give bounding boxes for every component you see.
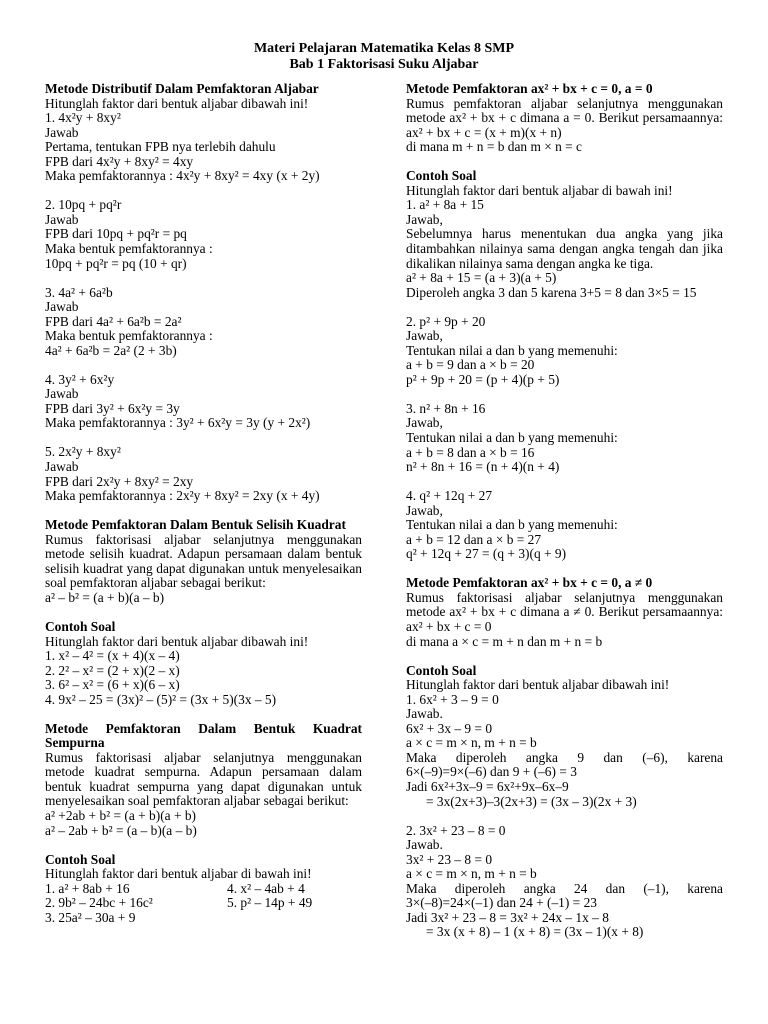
line: Maka bentuk pemfaktorannya : xyxy=(45,328,213,344)
example-1 xyxy=(45,111,362,184)
section-title-distributif: Metode Distributif Dalam Pemfaktoran Aljabar xyxy=(45,81,319,96)
page-subtitle: Bab 1 Faktorisasi Suku Aljabar xyxy=(289,57,479,72)
contoh-soal-title: Contoh Soal xyxy=(45,618,116,634)
line: 5. 2x²y + 8xy² xyxy=(45,444,121,460)
line: 3. 4a² + 6a²b xyxy=(45,284,113,300)
page-title: Materi Pelajaran Matematika Kelas 8 SMP xyxy=(253,41,515,56)
line: = 3x(2x+3)–3(2x+3) = (3x – 3)(2x + 3) xyxy=(426,793,637,809)
list-item: 4. x² – 4ab + 4 xyxy=(227,880,305,896)
line: Jawab. xyxy=(406,706,443,722)
section-title-kuadrat-sempurna: Metode Pemfaktoran Dalam Bentuk Kuadrat Sempurna xyxy=(45,720,362,751)
line: a + b = 9 dan a × b = 20 xyxy=(406,357,535,373)
line: 4. q² + 12q + 27 xyxy=(406,488,493,504)
line: n² + 8n + 16 = (n + 4)(n + 4) xyxy=(406,459,560,475)
line: Diperoleh angka 3 dan 5 karena 3+5 = 8 dan 3×5 = 15 xyxy=(406,284,697,300)
instruction: Hitunglah faktor dari bentuk aljabar dibawah ini! xyxy=(45,95,309,111)
list-item: 5. p² – 14p + 49 xyxy=(227,895,313,911)
line: q² + 12q + 27 = (q + 3)(q + 9) xyxy=(406,546,567,562)
section-title-ax2-aneq0: Metode Pemfaktoran ax² + bx + c = 0, a ≠ 0 xyxy=(406,575,653,591)
paragraph: Rumus faktorisasi aljabar selanjutnya menggunakan metode kuadrat sempurna. Adapun persamaan dalam bentuk kuadrat sempurna yang dapat digunakan untuk menyelesaikan soal pemfaktoran aljabar sebagai berikut: xyxy=(45,749,362,809)
line: 3×(–8)=24×(–1) dan 24 + (–1) = 23 xyxy=(406,895,597,911)
instruction: Hitunglah faktor dari bentuk aljabar dibawah ini! xyxy=(406,677,670,693)
list-row xyxy=(45,896,362,911)
list-row xyxy=(45,882,362,897)
instruction: Hitunglah faktor dari bentuk aljabar di bawah ini! xyxy=(45,866,312,882)
formula: a² – b² = (a + b)(a – b) xyxy=(45,589,165,605)
instruction: Hitunglah faktor dari bentuk aljabar di bawah ini! xyxy=(406,182,673,198)
line: Maka pemfaktorannya : 3y² + 6x²y = 3y (y + 2x²) xyxy=(45,415,311,431)
contoh-soal-title: Contoh Soal xyxy=(45,851,116,867)
list-item: 3. 25a² – 30a + 9 xyxy=(45,909,136,925)
line: a × c = m × n, m + n = b xyxy=(406,735,537,751)
list-item: 2. 2² – x² = (2 + x)(2 – x) xyxy=(45,662,180,678)
right-column xyxy=(406,82,723,940)
section-title-ax2-a0: Metode Pemfaktoran ax² + bx + c = 0, a = 0 xyxy=(406,81,653,96)
line: Pertama, tentukan FPB nya terlebih dahulu xyxy=(45,139,276,155)
line: Jawab, xyxy=(406,415,443,431)
line: = 3x (x + 8) – 1 (x + 8) = (3x – 1)(x + 8) xyxy=(426,924,644,940)
list-item: 1. a² + 8ab + 16 xyxy=(45,880,130,896)
line: 6×(–9)=9×(–6) dan 9 + (–6) = 3 xyxy=(406,764,577,780)
contoh-soal-title: Contoh Soal xyxy=(406,168,477,184)
line: Jawab xyxy=(45,211,79,227)
line: Maka diperoleh angka 24 dan (–1), karena xyxy=(406,880,723,896)
line: 3x² + 23 – 8 = 0 xyxy=(406,851,493,867)
example-4 xyxy=(45,373,362,431)
paragraph: Rumus faktorisasi aljabar selanjutnya menggunakan metode ax² + bx + c dimana a ≠ 0. Berikut persamaannya: ax² + bx + c = 0 xyxy=(406,589,723,634)
line: FPB dari 2x²y + 8xy² = 2xy xyxy=(45,473,194,489)
line: FPB dari 3y² + 6x²y = 3y xyxy=(45,400,180,416)
line: Tentukan nilai a dan b yang memenuhi: xyxy=(406,429,618,445)
formula: a² +2ab + b² = (a + b)(a + b) xyxy=(45,808,197,824)
list-item: 3. 6² – x² = (6 + x)(6 – x) xyxy=(45,677,180,693)
list-item: 4. 9x² – 25 = (3x)² – (5)² = (3x + 5)(3x – 5) xyxy=(45,691,277,707)
line: 2. p² + 9p + 20 xyxy=(406,313,486,329)
line: 4. 3y² + 6x²y xyxy=(45,371,115,387)
paragraph: Rumus faktorisasi aljabar selanjutnya menggunakan metode selisih kuadrat. Adapun persamaan dalam bentuk selisih kuadrat yang dapat digunakan untuk menyelesaikan soal pemfaktoran aljabar sebagai berikut: xyxy=(45,531,362,591)
line: a + b = 12 dan a × b = 27 xyxy=(406,531,542,547)
line: Jawab, xyxy=(406,502,443,518)
left-column xyxy=(45,82,362,925)
line: Tentukan nilai a dan b yang memenuhi: xyxy=(406,517,618,533)
contoh-soal-title: Contoh Soal xyxy=(406,662,477,678)
line: Jawab xyxy=(45,459,79,475)
line: 1. 6x² + 3 – 9 = 0 xyxy=(406,691,499,707)
paragraph: Sebelumnya harus menentukan dua angka yang jika ditambahkan nilainya sama dengan angka tengah dan jika dikalikan nilainya sama dengan angka ke tiga. xyxy=(406,226,723,271)
line: Jadi 3x² + 23 – 8 = 3x² + 24x – 1x – 8 xyxy=(406,909,609,925)
instruction: Hitunglah faktor dari bentuk aljabar dibawah ini! xyxy=(45,633,309,649)
line: p² + 9p + 20 = (p + 4)(p + 5) xyxy=(406,371,560,387)
line: 2. 3x² + 23 – 8 = 0 xyxy=(406,822,506,838)
line: FPB dari 4a² + 6a²b = 2a² xyxy=(45,313,182,329)
line: 2. 10pq + pq²r xyxy=(45,197,122,213)
line: 1. a² + 8a + 15 xyxy=(406,197,484,213)
section-title-selisih-kuadrat: Metode Pemfaktoran Dalam Bentuk Selisih Kuadrat xyxy=(45,517,346,533)
list-item: 2. 9b² – 24bc + 16c² xyxy=(45,895,153,911)
line: Jawab. xyxy=(406,837,443,853)
line: 10pq + pq²r = pq (10 + qr) xyxy=(45,255,187,271)
line: Jawab xyxy=(45,386,79,402)
line: Maka pemfaktorannya : 2x²y + 8xy² = 2xy (x + 4y) xyxy=(45,488,320,504)
example-3 xyxy=(45,286,362,359)
line: di mana m + n = b dan m × n = c xyxy=(406,139,582,155)
example-5 xyxy=(45,445,362,503)
line: Jadi 6x²+3x–9 = 6x²+9x–6x–9 xyxy=(406,778,569,794)
line: 4a² + 6a²b = 2a² (2 + 3b) xyxy=(45,342,177,358)
formula: a² – 2ab + b² = (a – b)(a – b) xyxy=(45,822,197,838)
line: FPB dari 4x²y + 8xy² = 4xy xyxy=(45,153,194,169)
line: di mana a × c = m + n dan m + n = b xyxy=(406,633,603,649)
line: Jawab xyxy=(45,124,79,140)
line: Maka bentuk pemfaktorannya : xyxy=(45,240,213,256)
line: Jawab, xyxy=(406,211,443,227)
line: Maka diperoleh angka 9 dan (–6), karena xyxy=(406,749,723,765)
line: a + b = 8 dan a × b = 16 xyxy=(406,444,535,460)
example-2 xyxy=(45,198,362,271)
list-item: 1. x² – 4² = (x + 4)(x – 4) xyxy=(45,648,180,664)
line: Maka pemfaktorannya : 4x²y + 8xy² = 4xy (x + 2y) xyxy=(45,168,320,184)
line: 6x² + 3x – 9 = 0 xyxy=(406,720,493,736)
line: 3. n² + 8n + 16 xyxy=(406,400,486,416)
line: 1. 4x²y + 8xy² xyxy=(45,110,121,126)
line: a² + 8a + 15 = (a + 3)(a + 5) xyxy=(406,270,557,286)
line: Tentukan nilai a dan b yang memenuhi: xyxy=(406,342,618,358)
line: a × c = m × n, m + n = b xyxy=(406,866,537,882)
line: FPB dari 10pq + pq²r = pq xyxy=(45,226,187,242)
paragraph: Rumus pemfaktoran aljabar selanjutnya menggunakan metode ax² + bx + c dimana a = 0. Berikut persamaannya: ax² + bx + c = (x + m)(x + n) xyxy=(406,95,723,140)
line: Jawab xyxy=(45,299,79,315)
line: Jawab, xyxy=(406,328,443,344)
